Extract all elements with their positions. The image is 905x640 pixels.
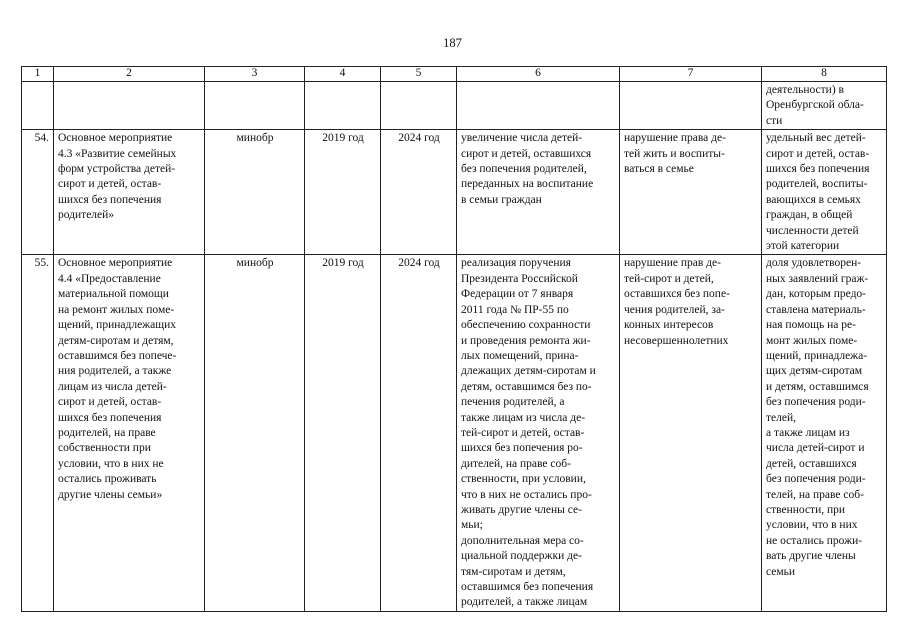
text-line: 2011 года № ПР-55 по bbox=[461, 303, 569, 316]
text-line: конных интересов bbox=[624, 319, 714, 332]
text-line: не остались прожи- bbox=[766, 534, 863, 547]
indicator-cell bbox=[762, 130, 887, 255]
executor-cell: минобр bbox=[205, 255, 305, 611]
indicator-cell bbox=[762, 82, 887, 130]
text-line: без попечения роди- bbox=[766, 473, 866, 486]
row-number-cell: 55. bbox=[22, 255, 54, 611]
text-line: без попечения родителей, bbox=[461, 163, 587, 176]
measure-name-cell bbox=[54, 82, 205, 130]
text-line: циальной поддержки де- bbox=[461, 550, 582, 563]
text-line: сирот и детей, остав- bbox=[766, 147, 870, 160]
text-line: ственности, при bbox=[766, 503, 846, 516]
text-line: монт жилых поме- bbox=[766, 334, 858, 347]
text-line: 4.3 «Развитие семейных bbox=[58, 147, 177, 160]
text-line: Основное мероприятие bbox=[58, 257, 173, 270]
table-row bbox=[22, 255, 887, 611]
end-year-cell: 2024 год bbox=[381, 255, 457, 611]
text-line: оставшимся без попече- bbox=[58, 349, 177, 362]
text-line: увеличение числа детей- bbox=[461, 132, 583, 145]
text-line: мьи; bbox=[461, 519, 483, 532]
text-line: Федерации от 7 января bbox=[461, 288, 574, 301]
text-line: Президента Российской bbox=[461, 272, 578, 285]
text-line: доля удовлетворен- bbox=[766, 257, 862, 270]
text-line: Основное мероприятие bbox=[58, 132, 173, 145]
text-line: родителей» bbox=[58, 209, 115, 222]
column-header: 3 bbox=[205, 67, 305, 82]
text-line: несовершеннолетних bbox=[624, 334, 729, 347]
text-line: числа детей-сирот и bbox=[766, 442, 865, 455]
indicator-cell bbox=[762, 255, 887, 611]
text-line: сти bbox=[766, 114, 783, 127]
text-line: деятельности) в bbox=[766, 84, 844, 96]
text-line: родителей, воспиты- bbox=[766, 178, 868, 191]
text-line: шихся без попечения bbox=[58, 411, 162, 424]
column-header: 4 bbox=[305, 67, 381, 82]
text-line: детям-сиротам и детям, bbox=[58, 334, 174, 347]
text-line: сирот и детей, остав- bbox=[58, 178, 162, 191]
text-line: в семьи граждан bbox=[461, 193, 542, 206]
consequence-cell bbox=[620, 82, 762, 130]
text-line: ния родителей, а также bbox=[58, 365, 172, 378]
table-row bbox=[22, 130, 887, 255]
text-line: оставшимся без попечения bbox=[461, 581, 594, 593]
start-year-cell: 2019 год bbox=[305, 130, 381, 255]
consequence-cell bbox=[620, 130, 762, 255]
text-line: форм устройства детей- bbox=[58, 163, 176, 176]
text-line: телей, на праве соб- bbox=[766, 488, 864, 501]
text-line: этой категории bbox=[766, 240, 840, 253]
row-number-cell bbox=[22, 82, 54, 130]
table-row bbox=[22, 82, 887, 130]
column-header: 1 bbox=[22, 67, 54, 82]
text-line: шихся без попечения bbox=[58, 193, 162, 206]
text-line: переданных на воспитание bbox=[461, 178, 594, 191]
text-line: а также лицам из bbox=[766, 426, 850, 439]
text-line: тей жить и воспиты- bbox=[624, 147, 725, 160]
text-line: щих детям-сиротам bbox=[766, 365, 863, 378]
text-line: ставлена материаль- bbox=[766, 303, 866, 316]
row-number-cell: 54. bbox=[22, 130, 54, 255]
text-line: дителей, на праве соб- bbox=[461, 457, 571, 470]
column-header: 2 bbox=[54, 67, 205, 82]
text-line: дан, которым предо- bbox=[766, 288, 867, 301]
text-line: и проведения ремонта жи- bbox=[461, 334, 591, 347]
text-line: дополнительная мера со- bbox=[461, 534, 584, 547]
text-line: оставшихся без попе- bbox=[624, 288, 730, 301]
end-year-cell: 2024 год bbox=[381, 130, 457, 255]
text-line: детям, оставшимся без по- bbox=[461, 380, 592, 393]
column-header: 8 bbox=[762, 67, 887, 82]
text-line: длежащих детям-сиротам и bbox=[461, 365, 596, 378]
text-line: и детям, оставшимся bbox=[766, 380, 869, 393]
text-line: шихся без попечения ро- bbox=[461, 442, 583, 455]
text-line: без попечения роди- bbox=[766, 396, 866, 409]
measures-table bbox=[21, 66, 887, 612]
text-line: нарушение прав де- bbox=[624, 257, 721, 270]
text-line: сирот и детей, оставшихся bbox=[461, 147, 592, 160]
text-line: детей, оставшихся bbox=[766, 457, 857, 470]
text-line: родителей, а также лицам bbox=[461, 596, 588, 609]
text-line: щений, принадлежащих bbox=[58, 319, 176, 332]
text-line: вать другие члены bbox=[766, 550, 856, 563]
page-number: 187 bbox=[443, 36, 462, 50]
executor-cell: минобр bbox=[205, 130, 305, 255]
text-line: чения родителей, за- bbox=[624, 303, 725, 316]
expected-result-cell bbox=[457, 130, 620, 255]
text-line: граждан, в общей bbox=[766, 209, 853, 222]
text-line: условии, что в них не bbox=[58, 457, 164, 470]
column-header: 7 bbox=[620, 67, 762, 82]
text-line: что в них не остались про- bbox=[461, 488, 592, 501]
executor-cell bbox=[205, 82, 305, 130]
text-line: остались проживать bbox=[58, 473, 157, 486]
text-line: другие члены семьи» bbox=[58, 488, 163, 501]
expected-result-cell bbox=[457, 255, 620, 611]
header-row bbox=[22, 67, 887, 82]
text-line: Оренбургской обла- bbox=[766, 99, 864, 112]
text-line: удельный вес детей- bbox=[766, 132, 866, 145]
text-line: семьи bbox=[766, 565, 796, 578]
text-line: ная помощь на ре- bbox=[766, 319, 856, 332]
measure-name-cell bbox=[54, 255, 205, 611]
column-header: 5 bbox=[381, 67, 457, 82]
start-year-cell bbox=[305, 82, 381, 130]
text-line: тей-сирот и детей, остав- bbox=[461, 426, 585, 439]
text-line: 4.4 «Предоставление bbox=[58, 272, 161, 285]
text-line: печения родителей, а bbox=[461, 396, 565, 409]
measure-name-cell bbox=[54, 130, 205, 255]
text-line: родителей, на праве bbox=[58, 426, 156, 439]
text-line: живать другие члены се- bbox=[461, 503, 582, 516]
end-year-cell bbox=[381, 82, 457, 130]
text-line: на ремонт жилых поме- bbox=[58, 303, 175, 316]
column-header: 6 bbox=[457, 67, 620, 82]
text-line: лицам из числа детей- bbox=[58, 380, 167, 393]
text-line: вающихся в семьях bbox=[766, 193, 861, 206]
text-line: также лицам из числа де- bbox=[461, 411, 586, 424]
text-line: собственности при bbox=[58, 442, 151, 455]
text-line: сирот и детей, остав- bbox=[58, 396, 162, 409]
text-line: материальной помощи bbox=[58, 288, 169, 301]
text-line: лых помещений, прина- bbox=[461, 349, 579, 362]
text-line: ственности, при условии, bbox=[461, 473, 586, 486]
text-line: ваться в семье bbox=[624, 163, 694, 176]
text-line: шихся без попечения bbox=[766, 163, 870, 176]
start-year-cell: 2019 год bbox=[305, 255, 381, 611]
text-line: телей, bbox=[766, 411, 797, 424]
text-line: численности детей bbox=[766, 224, 859, 237]
text-line: реализация поручения bbox=[461, 257, 571, 270]
text-line: условии, что в них bbox=[766, 519, 858, 532]
text-line: нарушение права де- bbox=[624, 132, 726, 145]
text-line: тям-сиротам и детям, bbox=[461, 565, 566, 578]
text-line: обеспечению сохранности bbox=[461, 319, 591, 332]
consequence-cell bbox=[620, 255, 762, 611]
text-line: ных заявлений граж- bbox=[766, 272, 869, 285]
expected-result-cell bbox=[457, 82, 620, 130]
text-line: тей-сирот и детей, bbox=[624, 272, 714, 285]
text-line: щений, принадлежа- bbox=[766, 349, 868, 362]
